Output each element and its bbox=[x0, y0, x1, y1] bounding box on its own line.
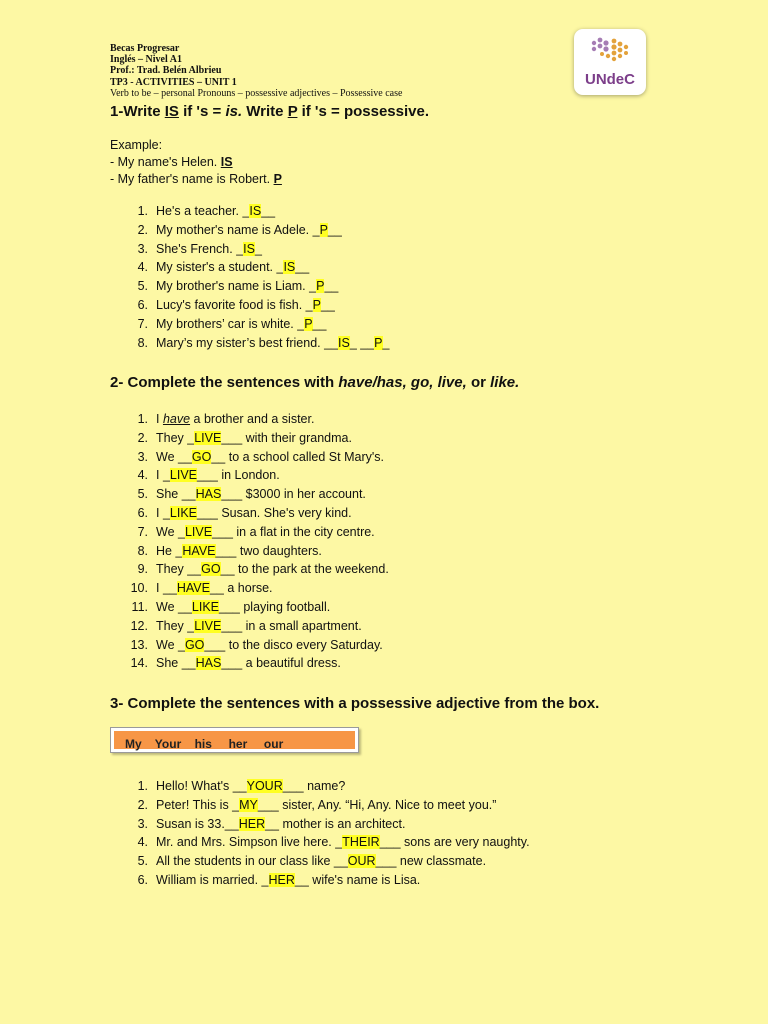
item-number: 8. bbox=[137, 543, 148, 558]
item-text: They __ bbox=[156, 562, 202, 577]
item-sentence bbox=[156, 852, 486, 871]
item-number: 3. bbox=[137, 449, 148, 464]
item-answer: HAVE bbox=[182, 543, 216, 558]
item-text: __ a horse. bbox=[209, 581, 273, 596]
item-answer: YOUR bbox=[246, 779, 283, 793]
item-number: 13. bbox=[130, 637, 148, 652]
possessive-word-box bbox=[110, 727, 359, 753]
item-text: ___ sons are very naughty. bbox=[379, 835, 530, 850]
section2-title bbox=[110, 374, 519, 391]
item-answer: LIVE bbox=[169, 468, 198, 483]
item-answer: MY bbox=[239, 797, 258, 812]
item-text: ___ $3000 in her account. bbox=[221, 487, 366, 502]
item-number: 9. bbox=[137, 562, 148, 577]
item-text: My sister's a student. _ bbox=[156, 260, 284, 275]
item-number: 12. bbox=[130, 618, 148, 633]
item-answer: HAS bbox=[195, 487, 222, 502]
item-text: William is married. _ bbox=[156, 872, 269, 887]
item-sentence bbox=[156, 240, 262, 259]
item-sentence bbox=[156, 815, 405, 834]
example-answer: IS bbox=[220, 155, 233, 169]
item-answer: LIVE bbox=[184, 524, 213, 539]
item-text: ___ in London. bbox=[197, 468, 280, 483]
item-text: __ bbox=[312, 316, 327, 331]
title-text: or bbox=[466, 374, 491, 391]
item-sentence bbox=[156, 448, 384, 467]
undec-logo bbox=[574, 29, 646, 95]
item-text: ___ sister, Any. “Hi, Any. Nice to meet you.” bbox=[257, 797, 497, 812]
title-text: P bbox=[287, 103, 298, 120]
item-sentence bbox=[156, 617, 362, 636]
item-text: __ bbox=[324, 279, 339, 294]
item-answer: IS bbox=[243, 241, 255, 256]
title-text: is. bbox=[225, 103, 243, 120]
item-text: She __ bbox=[156, 656, 196, 671]
item-number: 1. bbox=[137, 779, 148, 793]
item-text: ___ to the disco every Saturday. bbox=[204, 637, 383, 652]
item-answer: LIVE bbox=[194, 618, 222, 633]
item-answer: LIVE bbox=[194, 430, 222, 445]
item-text: ___ a beautiful dress. bbox=[221, 656, 341, 671]
item-text: Peter! This is _ bbox=[156, 797, 240, 812]
item-answer: IS bbox=[283, 260, 296, 275]
item-text: __ bbox=[320, 297, 335, 312]
logo-text: UNdeC bbox=[584, 71, 635, 88]
item-number: 6. bbox=[137, 505, 148, 520]
item-text: She's French. _ bbox=[156, 241, 244, 256]
item-answer: LIKE bbox=[191, 599, 220, 614]
item-text: My brother's name is Liam. _ bbox=[156, 279, 317, 294]
header-line: Becas Progresar bbox=[110, 43, 180, 54]
item-sentence bbox=[156, 523, 375, 542]
item-number: 14. bbox=[130, 656, 148, 671]
item-text: ___ name? bbox=[282, 779, 346, 793]
item-text: __ bbox=[295, 260, 310, 275]
item-text: We __ bbox=[156, 599, 192, 614]
item-sentence bbox=[156, 579, 273, 598]
item-number: 2. bbox=[137, 222, 148, 237]
item-answer: OUR bbox=[347, 854, 376, 869]
item-text: We __ bbox=[156, 449, 192, 464]
item-number: 4. bbox=[137, 260, 148, 275]
header-line: Inglés – Nivel A1 bbox=[110, 54, 182, 66]
item-answer: P bbox=[304, 316, 313, 331]
item-sentence bbox=[156, 315, 326, 334]
header-line: Verb to be – personal Pronouns – possessive adjectives – Possessive case bbox=[110, 87, 403, 99]
item-text: I __ bbox=[156, 581, 177, 596]
item-answer: LIKE bbox=[169, 505, 198, 520]
item-number: 2. bbox=[137, 797, 148, 812]
item-text: ___ two daughters. bbox=[215, 543, 322, 558]
item-sentence bbox=[156, 871, 420, 890]
item-number: 1. bbox=[137, 204, 148, 218]
item-text: All the students in our class like __ bbox=[156, 854, 348, 869]
item-number: 3. bbox=[137, 241, 148, 256]
item-text: She __ bbox=[156, 487, 196, 502]
item-sentence bbox=[156, 258, 309, 277]
item-sentence bbox=[156, 485, 366, 504]
item-text: a brother and a sister. bbox=[190, 412, 315, 426]
example-text: - My name's Helen. bbox=[110, 155, 221, 169]
item-text: __ bbox=[261, 204, 276, 218]
item-text: My mother's name is Adele. _ bbox=[156, 222, 320, 237]
item-text: I bbox=[156, 412, 163, 426]
title-text: like. bbox=[490, 374, 520, 391]
item-text: Susan is 33.__ bbox=[156, 816, 239, 831]
item-number: 6. bbox=[137, 297, 148, 312]
item-answer: GO bbox=[184, 637, 205, 652]
item-number: 6. bbox=[137, 872, 148, 887]
item-sentence bbox=[156, 654, 341, 673]
item-answer: P bbox=[319, 222, 328, 237]
item-answer: GO bbox=[191, 449, 212, 464]
item-answer: P bbox=[312, 297, 321, 312]
item-text: Mary’s my sister’s best friend. __ bbox=[156, 335, 339, 350]
item-answer: P bbox=[374, 335, 383, 350]
item-number: 2. bbox=[137, 430, 148, 445]
section3-title: 3- Complete the sentences with a possessive adjective from the box. bbox=[110, 695, 600, 712]
item-answer: P bbox=[316, 279, 325, 294]
item-number: 11. bbox=[131, 599, 148, 614]
item-text: I _ bbox=[156, 468, 170, 483]
item-sentence bbox=[156, 777, 345, 796]
item-sentence bbox=[156, 202, 275, 221]
title-text: 2- Complete the sentences with bbox=[110, 374, 339, 391]
item-sentence bbox=[156, 833, 530, 852]
item-number: 5. bbox=[137, 279, 148, 294]
item-sentence bbox=[156, 542, 322, 561]
item-text: He's a teacher. _ bbox=[156, 204, 250, 218]
item-text: _ __ bbox=[349, 335, 375, 350]
example-answer: P bbox=[273, 172, 282, 186]
item-sentence bbox=[156, 598, 330, 617]
header-line: TP3 - ACTIVITIES – UNIT 1 bbox=[110, 76, 237, 88]
item-answer: IS bbox=[249, 204, 262, 218]
item-text: _ bbox=[382, 335, 390, 350]
item-sentence bbox=[156, 466, 280, 485]
logo-dots-icon bbox=[588, 35, 632, 71]
title-text: IS bbox=[164, 103, 179, 120]
item-text: ___ with their grandma. bbox=[221, 430, 352, 445]
item-text: ___ playing football. bbox=[219, 599, 331, 614]
item-number: 10. bbox=[130, 581, 148, 596]
example-line bbox=[110, 171, 282, 188]
example-block bbox=[110, 137, 282, 188]
item-sentence bbox=[156, 296, 335, 315]
item-answer: IS bbox=[338, 335, 350, 350]
title-text: 1-Write bbox=[110, 103, 165, 120]
item-text: My brothers’ car is white. _ bbox=[156, 316, 305, 331]
item-text: ___ Susan. She's very kind. bbox=[197, 505, 352, 520]
item-answer: have bbox=[162, 412, 191, 426]
title-text: if 's = bbox=[178, 103, 226, 120]
item-number: 1. bbox=[137, 412, 148, 426]
item-text: _ bbox=[254, 241, 262, 256]
example-text: - My father's name is Robert. bbox=[110, 172, 274, 186]
item-number: 7. bbox=[137, 316, 148, 331]
item-text: We _ bbox=[156, 524, 185, 539]
item-text: __ wife's name is Lisa. bbox=[294, 872, 421, 887]
item-text: They _ bbox=[156, 430, 195, 445]
example-line bbox=[110, 154, 282, 171]
item-text: __ to the park at the weekend. bbox=[220, 562, 389, 577]
item-text: They _ bbox=[156, 618, 195, 633]
item-answer: HAVE bbox=[176, 581, 210, 596]
item-sentence bbox=[156, 221, 342, 240]
item-number: 3. bbox=[137, 816, 148, 831]
item-sentence bbox=[156, 429, 352, 448]
title-text: Write bbox=[242, 103, 288, 120]
item-text: We _ bbox=[156, 637, 185, 652]
item-text: __ to a school called St Mary's. bbox=[211, 449, 384, 464]
item-sentence bbox=[156, 334, 389, 353]
item-text: Lucy's favorite food is fish. _ bbox=[156, 297, 313, 312]
item-number: 5. bbox=[137, 487, 148, 502]
item-answer: HER bbox=[268, 872, 295, 887]
item-number: 8. bbox=[137, 335, 148, 350]
item-text: ___ new classmate. bbox=[375, 854, 487, 869]
item-text: I _ bbox=[156, 505, 170, 520]
item-sentence bbox=[156, 410, 314, 429]
document-header bbox=[110, 43, 402, 99]
item-sentence bbox=[156, 277, 338, 296]
item-text: ___ in a flat in the city centre. bbox=[212, 524, 375, 539]
item-text: __ bbox=[327, 222, 342, 237]
title-text: have/has, go, live, bbox=[338, 374, 467, 391]
example-label: Example: bbox=[110, 138, 163, 152]
item-sentence bbox=[156, 796, 496, 815]
item-text: Mr. and Mrs. Simpson live here. _ bbox=[156, 835, 343, 850]
item-sentence bbox=[156, 560, 389, 579]
item-text: Hello! What's __ bbox=[156, 779, 247, 793]
item-sentence bbox=[156, 504, 352, 523]
title-text: if 's = possessive. bbox=[297, 103, 429, 120]
item-text: ___ in a small apartment. bbox=[221, 618, 362, 633]
item-answer: HAS bbox=[195, 656, 222, 671]
item-number: 4. bbox=[137, 835, 148, 850]
item-text: He _ bbox=[156, 543, 183, 558]
item-answer: HER bbox=[238, 816, 266, 831]
header-line: Prof.: Trad. Belén Albrieu bbox=[110, 65, 222, 77]
word-box-words: My Your his her our bbox=[125, 737, 284, 751]
item-number: 5. bbox=[137, 854, 148, 869]
item-text: __ mother is an architect. bbox=[265, 816, 406, 831]
item-answer: THEIR bbox=[342, 835, 380, 850]
item-sentence bbox=[156, 636, 383, 655]
section1-title bbox=[110, 103, 429, 120]
item-answer: GO bbox=[201, 562, 221, 577]
item-number: 7. bbox=[137, 524, 148, 539]
item-number: 4. bbox=[137, 468, 148, 483]
